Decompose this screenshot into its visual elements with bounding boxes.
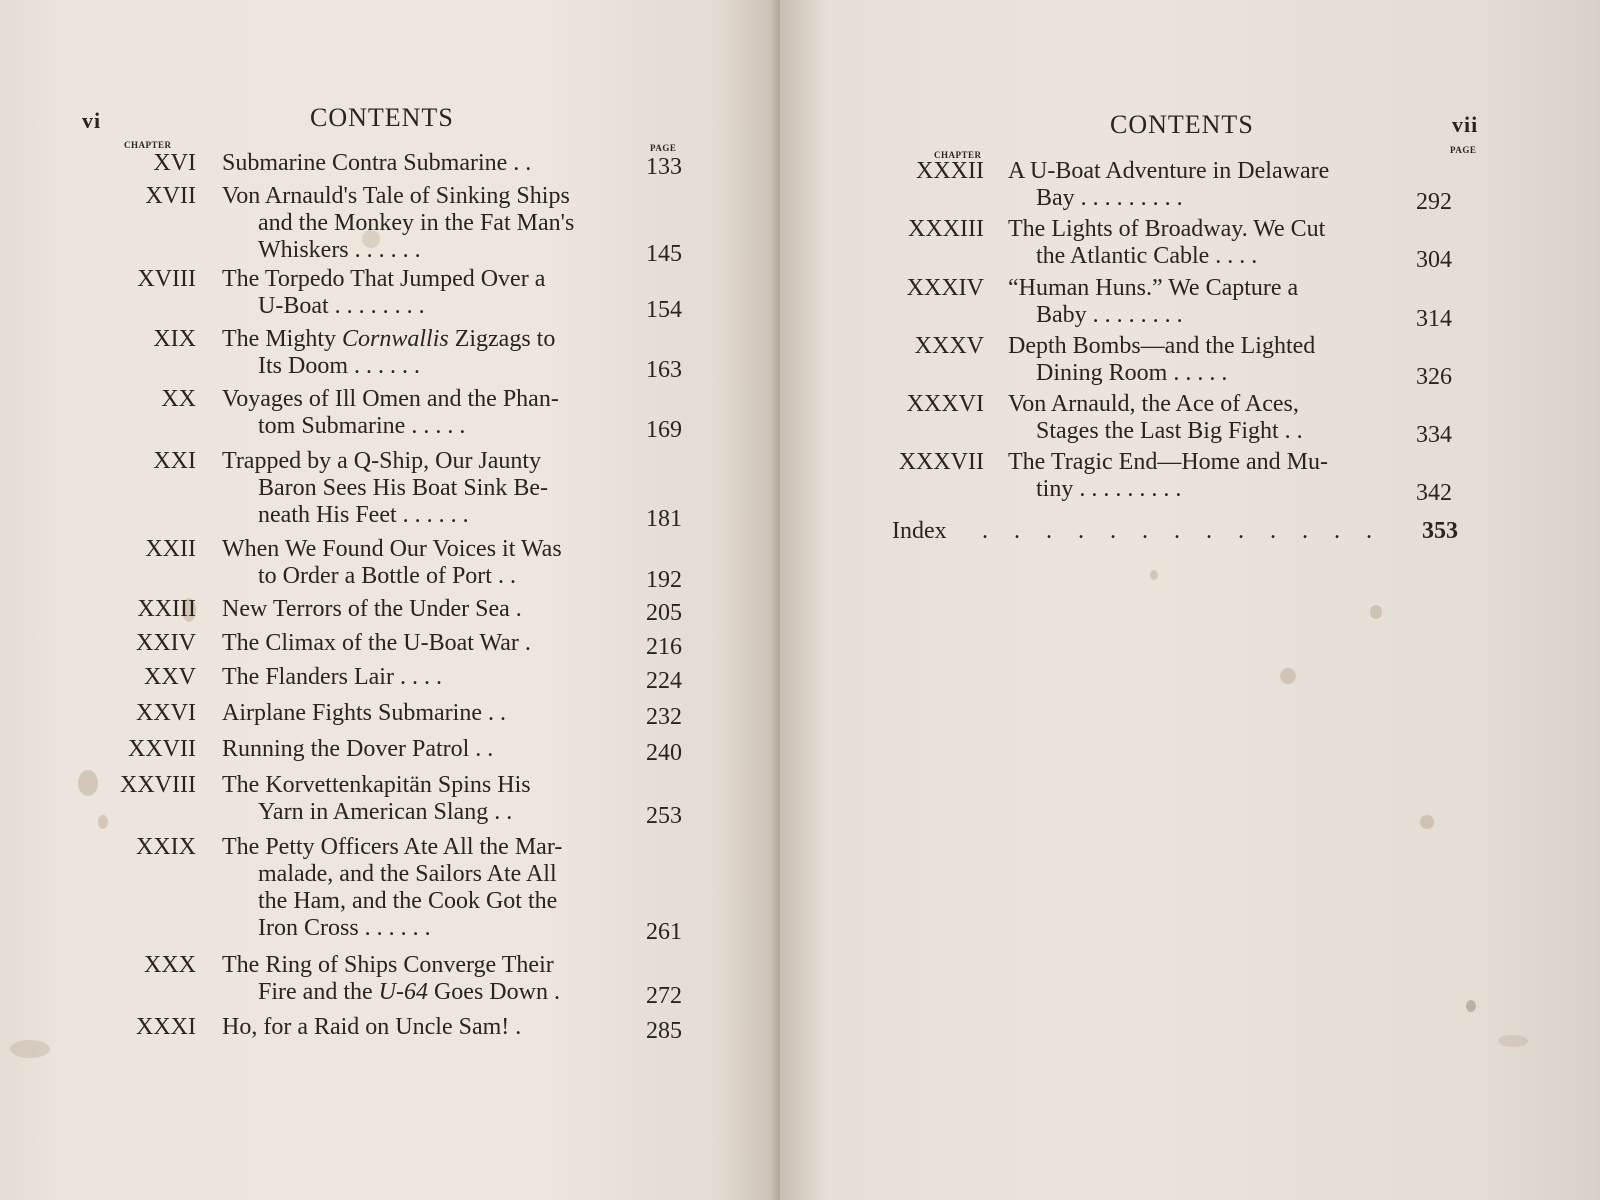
chapter-number: XVIII <box>137 266 196 292</box>
title-line: The Mighty Cornwallis Zigzags to <box>222 326 556 352</box>
chapter-number: XVI <box>153 150 196 176</box>
chapter-title <box>1008 216 1398 270</box>
page-column-label: PAGE <box>1450 145 1477 155</box>
index-label: Index <box>892 518 947 544</box>
page-number: 285 <box>646 1018 682 1044</box>
page-number: 145 <box>646 241 682 267</box>
chapter-title <box>222 834 622 942</box>
chapter-title <box>1008 391 1398 445</box>
title-line: Baby . . . . . . . . <box>1036 302 1183 328</box>
title-line: Voyages of Ill Omen and the Phan- <box>222 386 559 412</box>
title-line: tom Submarine . . . . . <box>258 413 466 439</box>
leader-dots: . . . . . . . . . . . . . <box>982 518 1382 544</box>
chapter-title <box>222 596 622 623</box>
index-page-number: 353 <box>1422 518 1458 544</box>
page-number: 205 <box>646 600 682 626</box>
page-number: 342 <box>1416 480 1452 506</box>
page-number: 326 <box>1416 364 1452 390</box>
title-line: Yarn in American Slang . . <box>258 799 513 825</box>
title-line: The Climax of the U-Boat War . <box>222 630 531 656</box>
title-line: Whiskers . . . . . . <box>258 237 421 263</box>
running-head: CONTENTS <box>310 103 454 132</box>
title-line: The Petty Officers Ate All the Mar- <box>222 834 563 860</box>
chapter-title <box>222 1014 622 1041</box>
chapter-title <box>222 150 622 177</box>
page-column-label: PAGE <box>650 143 677 153</box>
left-page <box>0 0 780 1200</box>
toc-list <box>0 0 780 1200</box>
title-line: Baron Sees His Boat Sink Be- <box>258 475 548 501</box>
title-line: Submarine Contra Submarine . . <box>222 150 532 176</box>
chapter-number: XXI <box>153 448 196 474</box>
index-entry <box>892 518 1492 548</box>
page-number: 224 <box>646 668 682 694</box>
chapter-number: XXIV <box>136 630 196 656</box>
page-number: 272 <box>646 983 682 1009</box>
title-line: the Ham, and the Cook Got the <box>258 888 558 914</box>
title-line: When We Found Our Voices it Was <box>222 536 562 562</box>
title-line: Ho, for a Raid on Uncle Sam! . <box>222 1014 522 1040</box>
title-line: and the Monkey in the Fat Man's <box>258 210 575 236</box>
chapter-number: XXX <box>144 952 196 978</box>
chapter-column-label: CHAPTER <box>124 140 172 150</box>
page-number: 314 <box>1416 306 1452 332</box>
chapter-number: XXXI <box>136 1014 196 1040</box>
title-line: to Order a Bottle of Port . . <box>258 563 516 589</box>
title-line: Running the Dover Patrol . . <box>222 736 494 762</box>
page-number: 232 <box>646 704 682 730</box>
chapter-title <box>222 183 622 264</box>
chapter-column-label: CHAPTER <box>934 150 982 160</box>
page-number: 240 <box>646 740 682 766</box>
chapter-number: XXXII <box>916 158 984 184</box>
page-number: 292 <box>1416 189 1452 215</box>
toc-list <box>780 0 1600 1200</box>
running-head: CONTENTS <box>1110 110 1254 139</box>
chapter-title <box>1008 158 1398 212</box>
chapter-number: XVII <box>145 183 196 209</box>
page-number: 192 <box>646 567 682 593</box>
chapter-title <box>222 664 622 691</box>
chapter-title <box>222 736 622 763</box>
chapter-number: XXXIII <box>908 216 984 242</box>
chapter-title <box>1008 275 1398 329</box>
chapter-number: XXXVI <box>906 391 984 417</box>
chapter-number: XXV <box>144 664 196 690</box>
title-line: Fire and the U-64 Goes Down . <box>258 979 560 1005</box>
title-line: Trapped by a Q-Ship, Our Jaunty <box>222 448 542 474</box>
page-number: 133 <box>646 154 682 180</box>
chapter-number: XXIX <box>136 834 196 860</box>
title-line: U-Boat . . . . . . . . <box>258 293 425 319</box>
chapter-title <box>222 326 622 380</box>
page-number: 216 <box>646 634 682 660</box>
chapter-title <box>222 700 622 727</box>
chapter-title <box>222 772 622 826</box>
title-line: tiny . . . . . . . . . <box>1036 476 1182 502</box>
right-page <box>780 0 1600 1200</box>
chapter-number: XX <box>161 386 196 412</box>
title-line: The Tragic End—Home and Mu- <box>1008 449 1328 475</box>
page-number: 253 <box>646 803 682 829</box>
chapter-number: XXXIV <box>906 275 984 301</box>
title-line: Dining Room . . . . . <box>1036 360 1228 386</box>
chapter-number: XXVII <box>128 736 196 762</box>
page-number: 181 <box>646 506 682 532</box>
chapter-number: XXXV <box>914 333 984 359</box>
title-line: A U-Boat Adventure in Delaware <box>1008 158 1330 184</box>
chapter-title <box>222 952 622 1006</box>
title-line: The Torpedo That Jumped Over a <box>222 266 546 292</box>
chapter-number: XXII <box>145 536 196 562</box>
page-folio: vii <box>1452 112 1479 137</box>
page-number: 154 <box>646 297 682 323</box>
chapter-number: XXXVII <box>898 449 984 475</box>
chapter-number: XXVI <box>136 700 196 726</box>
page-number: 304 <box>1416 247 1452 273</box>
chapter-number: XXIII <box>137 596 196 622</box>
chapter-title <box>222 536 622 590</box>
title-line: The Lights of Broadway. We Cut <box>1008 216 1326 242</box>
title-line: The Flanders Lair . . . . <box>222 664 442 690</box>
chapter-number: XIX <box>153 326 196 352</box>
title-line: Airplane Fights Submarine . . <box>222 700 506 726</box>
page-number: 163 <box>646 357 682 383</box>
title-line: malade, and the Sailors Ate All <box>258 861 557 887</box>
title-line: Depth Bombs—and the Lighted <box>1008 333 1316 359</box>
chapter-title <box>222 448 622 529</box>
chapter-number: XXVIII <box>120 772 196 798</box>
title-line: Its Doom . . . . . . <box>258 353 420 379</box>
title-line: Von Arnauld, the Ace of Aces, <box>1008 391 1299 417</box>
title-line: “Human Huns.” We Capture a <box>1008 275 1299 301</box>
page-number: 169 <box>646 417 682 443</box>
title-line: The Ring of Ships Converge Their <box>222 952 554 978</box>
page-folio: vi <box>82 108 102 133</box>
chapter-title <box>1008 333 1398 387</box>
page-number: 261 <box>646 919 682 945</box>
chapter-title <box>222 630 622 657</box>
title-line: Von Arnauld's Tale of Sinking Ships <box>222 183 570 209</box>
title-line: the Atlantic Cable . . . . <box>1036 243 1258 269</box>
title-line: Iron Cross . . . . . . <box>258 915 431 941</box>
title-line: Stages the Last Big Fight . . <box>1036 418 1303 444</box>
title-line: The Korvettenkapitän Spins His <box>222 772 531 798</box>
chapter-title <box>222 386 622 440</box>
title-line: New Terrors of the Under Sea . <box>222 596 522 622</box>
title-line: neath His Feet . . . . . . <box>258 502 469 528</box>
title-line: Bay . . . . . . . . . <box>1036 185 1183 211</box>
chapter-title <box>222 266 622 320</box>
chapter-title <box>1008 449 1398 503</box>
page-number: 334 <box>1416 422 1452 448</box>
